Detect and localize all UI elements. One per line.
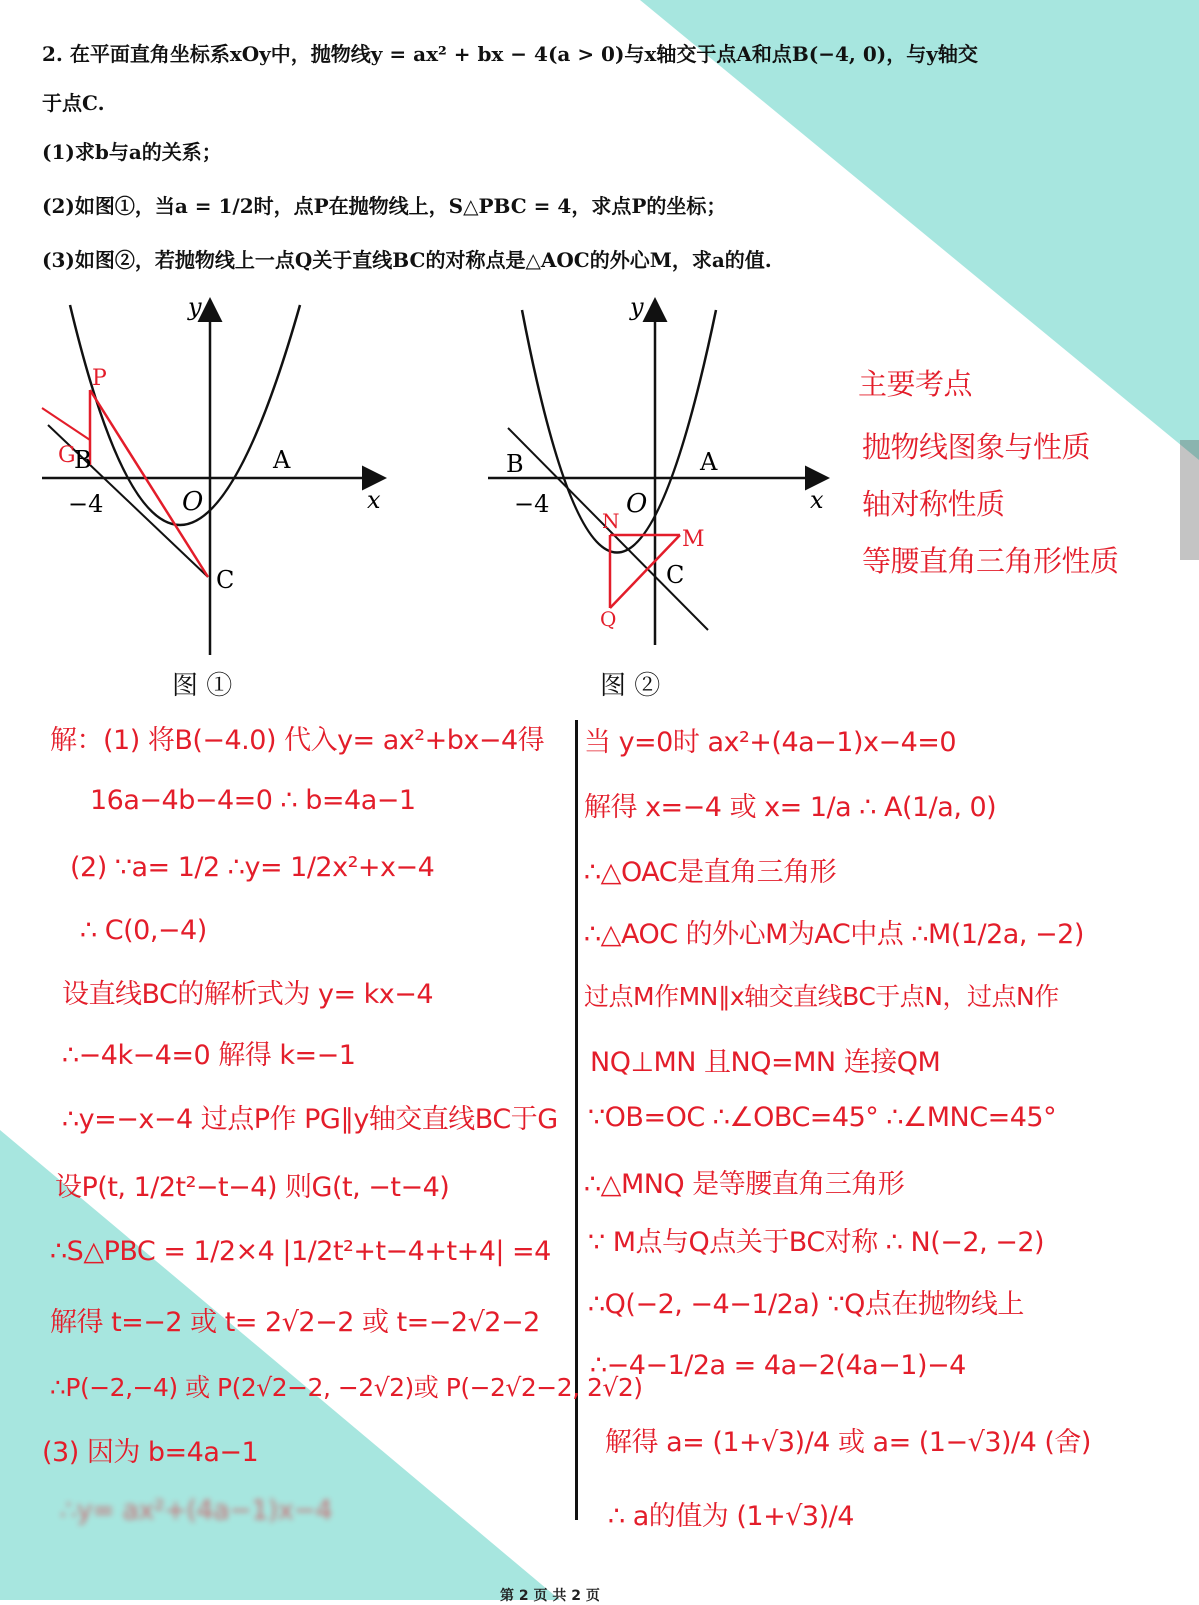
solution-right-line-9: ∵ M点与Q点关于BC对称 ∴ N(−2, −2) [588,1227,1045,1258]
page-edge-shadow [1180,440,1199,560]
problem-line-1: 2. 在平面直角坐标系xOy中，抛物线y = ax² + bx − 4(a > 0)与x轴交于点A和点B(−4, 0)，与y轴交 [42,42,978,66]
fig1-red-line [42,408,90,440]
solution-right-line-8: ∴△MNQ 是等腰直角三角形 [584,1169,905,1200]
solution-left-line-4: ∴ C(0,−4) [80,915,207,946]
fig1-label-p: P [92,366,107,391]
figure-2-caption: 图 ② [600,671,661,701]
question-2: (2)如图①，当a = 1/2时，点P在抛物线上，S△PBC = 4，求点P的坐标； [42,194,727,218]
fig1-label-g: G [58,443,76,468]
figure-1-diagram [30,290,400,660]
fig2-label-minus4: −4 [514,490,550,518]
solution-left-line-10: 解得 t=−2 或 t= 2√2−2 或 t=−2√2−2 [50,1307,540,1338]
key-points-title: 主要考点 [858,367,973,401]
solution-right-line-2: 解得 x=−4 或 x= 1/a ∴ A(1/a, 0) [584,792,997,823]
solution-left-line-5: 设直线BC的解析式为 y= kx−4 [62,979,434,1010]
question-1: (1)求b与a的关系； [42,140,222,164]
solution-left-line-13: ∴y= ax²+(4a−1)x−4 [60,1495,333,1526]
fig1-label-x: x [367,486,381,514]
solution-left-line-9: ∴S△PBC = 1/2×4 |1/2t²+t−4+t+4| =4 [50,1236,551,1267]
fig2-label-y: y [630,293,644,321]
solution-right-line-10: ∴Q(−2, −4−1/2a) ∵Q点在抛物线上 [588,1289,1024,1320]
fig1-label-c: C [216,566,235,594]
fig2-label-b: B [506,450,524,478]
solution-right-line-1: 当 y=0时 ax²+(4a−1)x−4=0 [584,727,957,758]
key-point-2: 轴对称性质 [862,487,1005,521]
fig1-label-y: y [188,293,202,321]
solution-left-line-6: ∴−4k−4=0 解得 k=−1 [62,1040,356,1071]
fig2-label-c: C [666,561,685,589]
solution-right-line-6: NQ⊥MN 且NQ=MN 连接QM [590,1047,941,1078]
problem-line-2: 于点C. [42,91,105,115]
solution-left-line-7: ∴y=−x−4 过点P作 PG∥y轴交直线BC于G [62,1104,558,1135]
fig1-label-minus4: −4 [68,490,104,518]
key-point-1: 抛物线图象与性质 [862,430,1091,464]
solution-left-line-12: (3) 因为 b=4a−1 [42,1437,259,1468]
solution-right-line-5: 过点M作MN∥x轴交直线BC于点N，过点N作 [584,982,1059,1011]
figure-2-diagram [480,290,840,650]
fig2-label-x: x [810,486,824,514]
key-point-3: 等腰直角三角形性质 [862,544,1119,578]
fig1-label-b: B [74,446,92,474]
solution-right-line-11: ∴−4−1/2a = 4a−2(4a−1)−4 [590,1350,966,1381]
page-footer: 第 2 页 共 2 页 [500,1588,600,1604]
question-3: (3)如图②，若抛物线上一点Q关于直线BC的对称点是△AOC的外心M，求a的值. [42,248,772,272]
fig1-label-o: O [182,487,204,517]
fig2-label-a: A [700,448,718,476]
solution-right-line-12: 解得 a= (1+√3)/4 或 a= (1−√3)/4 (舍) [605,1427,1091,1458]
solution-right-line-7: ∵OB=OC ∴∠OBC=45° ∴∠MNC=45° [588,1102,1057,1133]
fig2-label-n: N [602,509,620,533]
solution-left-line-1: 解：(1) 将B(−4.0) 代入y= ax²+bx−4得 [50,725,545,756]
solution-left-line-11: ∴P(−2,−4) 或 P(2√2−2, −2√2)或 P(−2√2−2, 2√2) [50,1373,643,1402]
solution-right-line-3: ∴△OAC是直角三角形 [584,857,837,888]
fig1-label-a: A [273,446,291,474]
fig2-label-q: Q [600,607,617,631]
fig2-label-o: O [626,489,648,519]
figure-1-caption: 图 ① [172,671,233,701]
solution-right-line-4: ∴△AOC 的外心M为AC中点 ∴M(1/2a, −2) [584,919,1084,950]
solution-left-line-8: 设P(t, 1/2t²−t−4) 则G(t, −t−4) [55,1172,450,1203]
solution-right-line-13: ∴ a的值为 (1+√3)/4 [608,1501,854,1532]
solution-left-line-3: (2) ∵a= 1/2 ∴y= 1/2x²+x−4 [70,852,435,883]
fig1-segment-pc [90,390,208,577]
solution-left-line-2: 16a−4b−4=0 ∴ b=4a−1 [90,785,416,816]
fig2-label-m: M [682,527,705,552]
